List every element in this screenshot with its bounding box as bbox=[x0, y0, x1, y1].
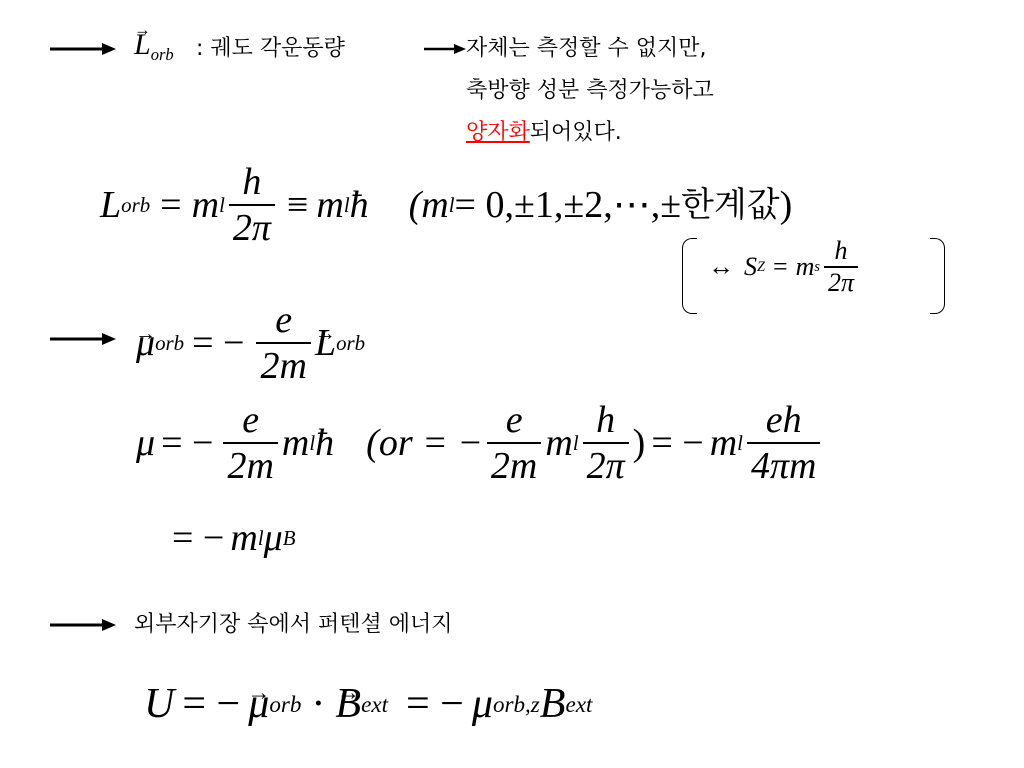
arrow-icon bbox=[48, 38, 118, 60]
equation-mu: μ = − $\frac{e}{2m}$ m l ħ (or = − $\frac{e}{2m}$ m l $\frac{h}{2\pi}$ ) = − m l $\frac{eh}{4\pi m}$ bbox=[136, 398, 824, 488]
potential-energy-label: 외부자기장 속에서 퍼텐셜 에너지 bbox=[134, 612, 453, 637]
note-line-2: 축방향 성분 측정가능하고 bbox=[466, 78, 714, 103]
equation-potential-energy: U = − → μ orb · → B ext = − μ orb,z B ext bbox=[144, 680, 592, 728]
l-orb-symbol: → $L_{orb}$ bbox=[134, 28, 174, 62]
left-bracket bbox=[682, 238, 697, 314]
equation-mu-orb: → μ orb = − $\frac{e}{2m}$ → L orb bbox=[136, 298, 365, 388]
side-equation-sz: ↔ S Z = m s $\frac{h}{2\pi}$ bbox=[708, 236, 862, 298]
arrow-icon bbox=[422, 38, 468, 60]
equation-bohr-magneton: = − m l μ B bbox=[172, 517, 296, 559]
quantized-highlight: 양자화 bbox=[466, 120, 530, 145]
equation-l-orb: L orb = m l $\frac{h}{2\pi}$ ≡ m l ħ (m l = 0,±1,±2,⋯,± 한계값 ) bbox=[100, 161, 793, 249]
arrow-icon bbox=[48, 328, 118, 350]
right-bracket bbox=[930, 238, 945, 314]
orbital-angular-momentum-label: : 궤도 각운동량 bbox=[196, 36, 345, 61]
note-line-1: 자체는 측정할 수 없지만, bbox=[466, 36, 707, 61]
note-line-3: 양자화되어있다. bbox=[466, 120, 622, 145]
arrow-icon bbox=[48, 614, 118, 636]
